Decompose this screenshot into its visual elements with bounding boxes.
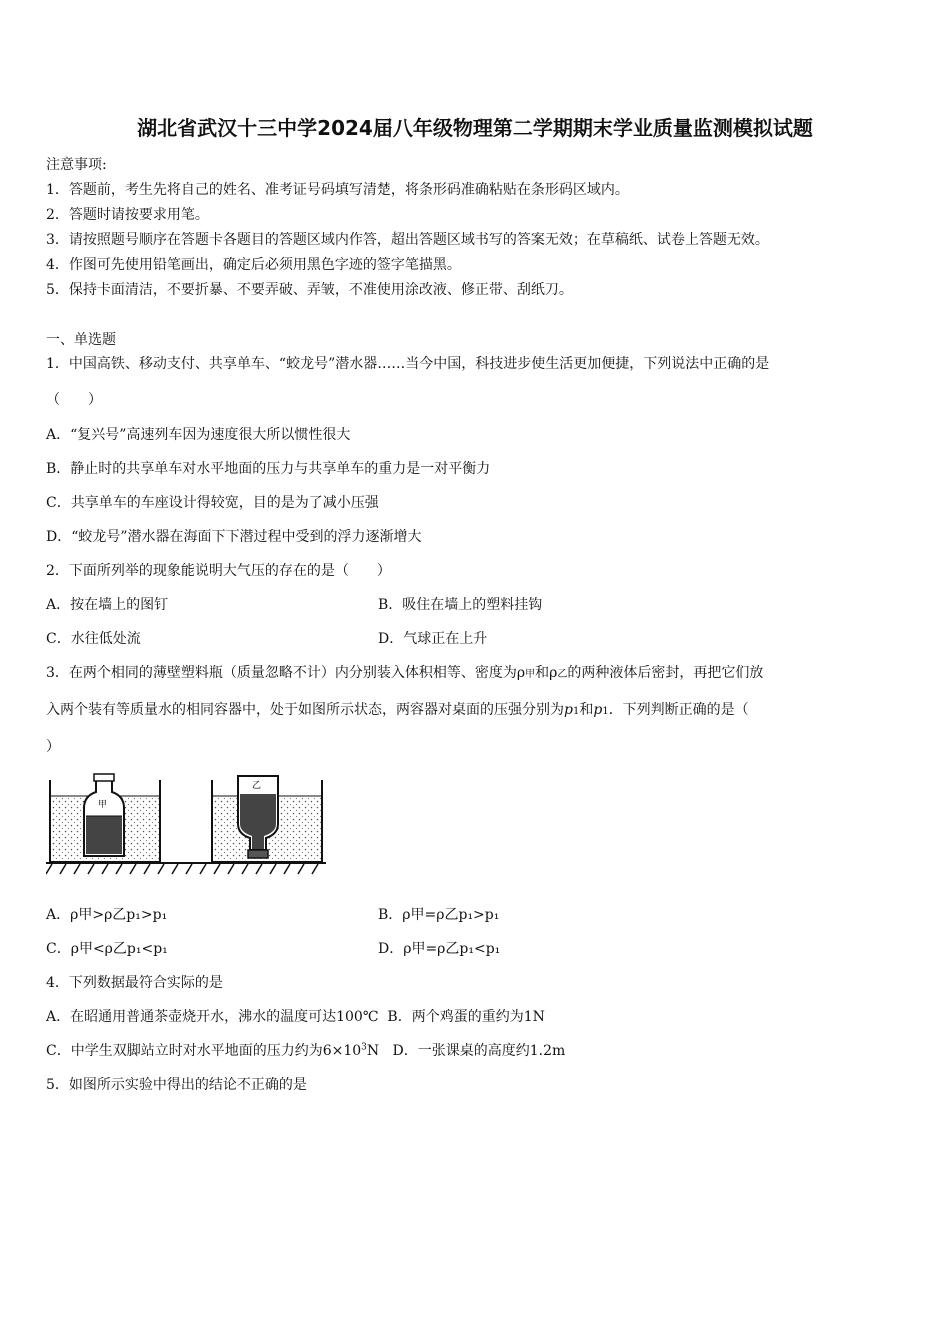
q3-option-a: A．ρ甲>ρ乙p₁>p₁: [46, 907, 168, 923]
notice-item: 3．请按照题号顺序在答题卡各题目的答题区域内作答，超出答题区域书写的答案无效；在草稿纸、试卷上答题无效。: [46, 232, 769, 248]
container-left: [50, 774, 160, 862]
notice-item: 1．答题前，考生先将自己的姓名、准考证号码填写清楚，将条形码准确粘贴在条形码区域内。: [46, 182, 629, 198]
q1-stem-paren: （ ）: [46, 392, 102, 408]
notice-item: 2．答题时请按要求用笔。: [46, 207, 209, 223]
q4-option-d: D．一张课桌的高度约1.2m: [392, 1043, 566, 1059]
notice-heading: 注意事项:: [46, 157, 107, 173]
q2-option-b: B．吸住在墙上的塑料挂钩: [378, 597, 543, 613]
q1-option-c: C．共享单车的车座设计得较宽，目的是为了减小压强: [46, 495, 379, 511]
q3-option-d: D．ρ甲=ρ乙p₁<p₁: [378, 941, 501, 957]
notice-item: 5．保持卡面清洁，不要折暴、不要弄破、弄皱，不准使用涂改液、修正带、刮纸刀。: [46, 282, 573, 298]
label-yi: 乙: [252, 781, 262, 791]
q3-stem-line2: 入两个装有等质量水的相同容器中，处于如图所示状态，两容器对桌面的压强分别为p1和p1．下列判断正确的是（: [46, 702, 749, 718]
q1-option-b: B．静止时的共享单车对水平地面的压力与共享单车的重力是一对平衡力: [46, 461, 491, 477]
container-right: [212, 776, 322, 862]
q2-option-c: C．水往低处流: [46, 631, 141, 647]
q4-option-a: A．在昭通用普通茶壶烧开水，沸水的温度可达100℃: [46, 1009, 379, 1025]
q1-stem: 1．中国高铁、移动支付、共享单车、“蛟龙号”潜水器……当今中国，科技进步使生活更加便捷，下列说法中正确的是: [46, 356, 770, 372]
q4-options-cd: [46, 1040, 565, 1060]
q3-figure: [46, 770, 326, 880]
q2-stem: 2．下面所列举的现象能说明大气压的存在的是（ ）: [46, 563, 391, 579]
q4-options-ab: [46, 1006, 545, 1026]
q4-option-b: B．两个鸡蛋的重约为1N: [387, 1009, 545, 1025]
label-jia: 甲: [98, 800, 108, 810]
q4-stem: 4．下列数据最符合实际的是: [46, 975, 223, 991]
notice-item: 4．作图可先使用铅笔画出，确定后必须用黑色字迹的签字笔描黑。: [46, 257, 461, 273]
q2-option-d: D．气球正在上升: [378, 631, 488, 647]
q3-option-c: C．ρ甲<ρ乙p₁<p₁: [46, 941, 168, 957]
ground-hatch: [46, 863, 326, 874]
q1-option-d: D．“蛟龙号”潜水器在海面下下潜过程中受到的浮力逐渐增大: [46, 529, 422, 545]
section-heading: 一、单选题: [46, 332, 116, 348]
q5-stem: 5．如图所示实验中得出的结论不正确的是: [46, 1077, 307, 1093]
q3-stem-line3: ）: [46, 739, 60, 755]
q3-stem-line1: 3．在两个相同的薄壁塑料瓶（质量忽略不计）内分别装入体积相等、密度为ρ甲和ρ乙的两种液体后密封，再把它们放: [46, 665, 764, 681]
bottle-jia: [84, 774, 124, 856]
q3-option-b: B．ρ甲=ρ乙p₁>p₁: [378, 907, 500, 923]
page-title: 湖北省武汉十三中学2024届八年级物理第二学期期末学业质量监测模拟试题: [137, 116, 813, 140]
q4-option-c: C．中学生双脚站立时对水平地面的压力约为$6\times 10^3N$: [46, 1042, 380, 1059]
q2-option-a: A．按在墙上的图钉: [46, 597, 169, 613]
q1-option-a: A．“复兴号”高速列车因为速度很大所以惯性很大: [46, 427, 351, 443]
